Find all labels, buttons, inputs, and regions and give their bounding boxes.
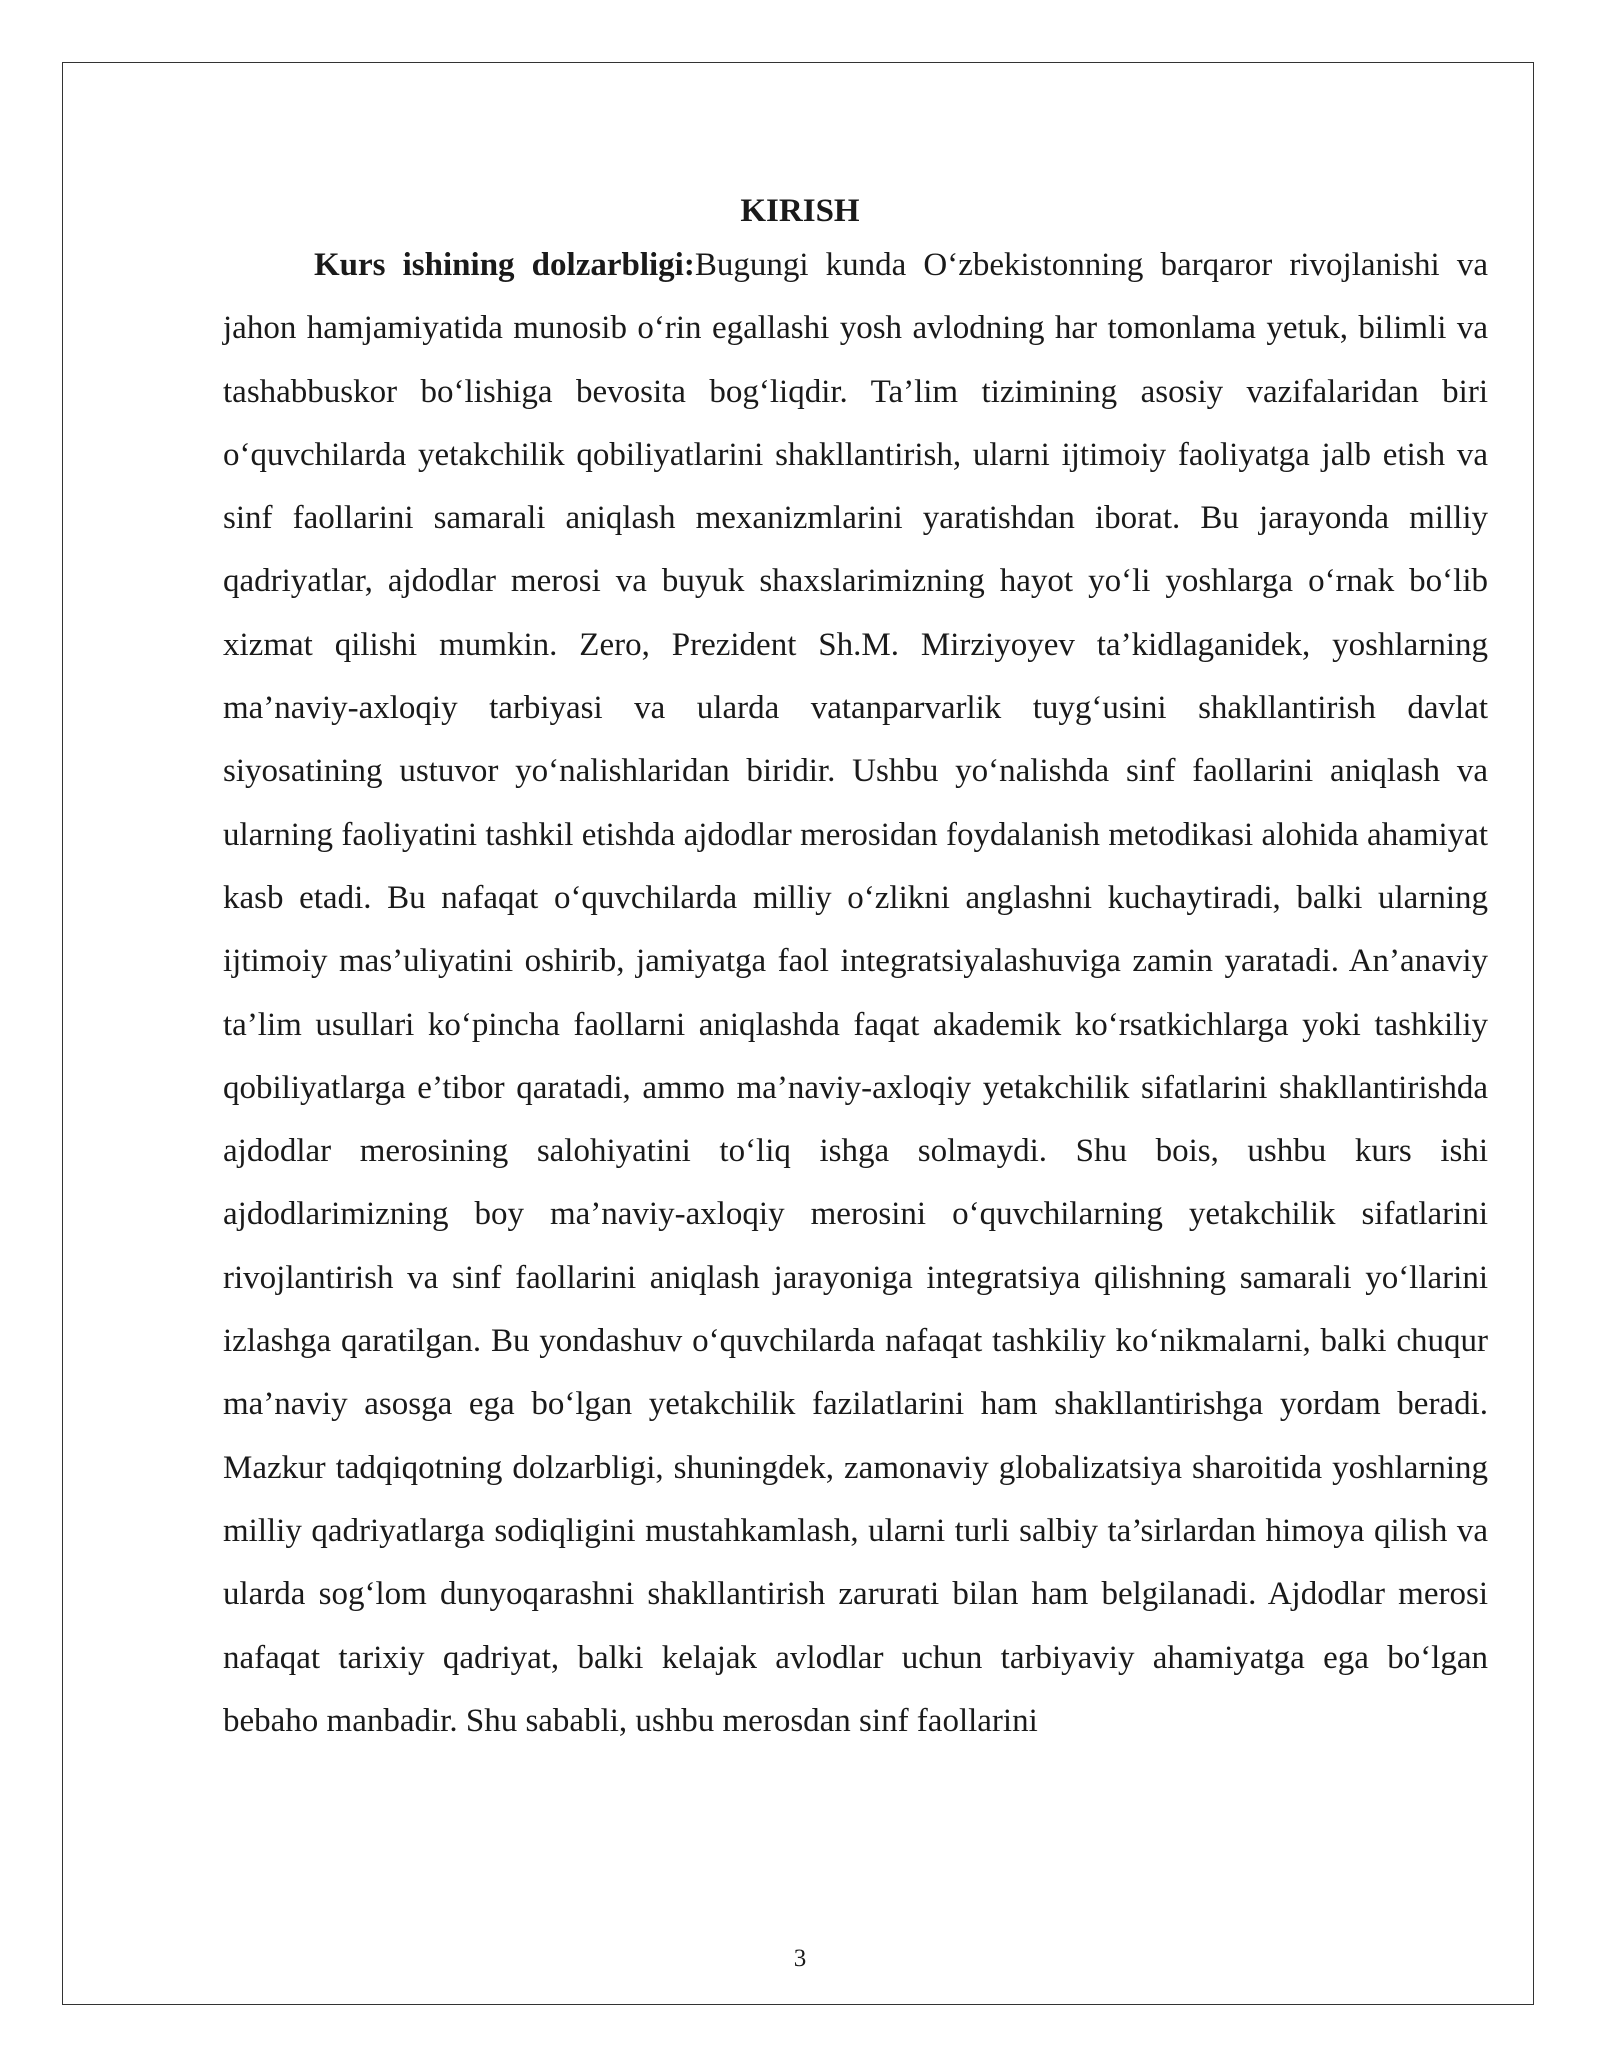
lead-label: Kurs ishining dolzarbligi: xyxy=(314,247,695,283)
page-number: 3 xyxy=(793,1945,807,1972)
section-heading: KIRISH xyxy=(740,193,860,229)
body-paragraph xyxy=(223,234,1488,1753)
paragraph-text: Bugungi kunda O‘zbekistonning barqaror rivojlanishi va jahon hamjamiyatida munosib o‘rin egallashi yosh avlodning har tomonlama yetuk, bilimli va tashabbuskor bo‘lishiga bevosita bog‘liqdir. Ta’lim tizimining asosiy vazifalaridan biri o‘quvchilarda yetakchilik qobiliyatlarini shakllantirish, ularni ijtimoiy faoliyatga jalb etish va sinf faollarini samarali aniqlash mexanizmlarini yaratishdan iborat. Bu jarayonda milliy qadriyatlar, ajdodlar merosi va buyuk shaxslarimizning hayot yo‘li yoshlarga o‘rnak bo‘lib xizmat qilishi mumkin. Zero, Prezident Sh.M. Mirziyoyev ta’kidlaganidek, yoshlarning ma’naviy-axloqiy tarbiyasi va ularda vatanparvarlik tuyg‘usini shakllantirish davlat siyosatining ustuvor yo‘nalishlaridan biridir. Ushbu yo‘nalishda sinf faollarini aniqlash va ularning faoliyatini tashkil etishda ajdodlar merosidan foydalanish metodikasi alohida ahamiyat kasb etadi. Bu nafaqat o‘quvchilarda milliy o‘zlikni anglashni kuchaytiradi, balki ularning ijtimoiy mas’uliyatini oshirib, jamiyatga faol integratsiyalashuviga zamin yaratadi. An’anaviy ta’lim usullari ko‘pincha faollarni aniqlashda faqat akademik ko‘rsatkichlarga yoki tashkiliy qobiliyatlarga e’tibor qaratadi, ammo ma’naviy-axloqiy yetakchilik sifatlarini shakllantirishda ajdodlar merosining salohiyatini to‘liq ishga solmaydi. Shu bois, ushbu kurs ishi ajdodlarimizning boy ma’naviy-axloqiy merosini o‘quvchilarning yetakchilik sifatlarini rivojlantirish va sinf faollarini aniqlash jarayoniga integratsiya qilishning samarali yo‘llarini izlashga qaratilgan. Bu yondashuv o‘quvchilarda nafaqat tashkiliy ko‘nikmalarni, balki chuqur ma’naviy asosga ega bo‘lgan yetakchilik fazilatlarini ham shakllantirishga yordam beradi. Mazkur tadqiqotning dolzarbligi, shuningdek, zamonaviy globalizatsiya sharoitida yoshlarning milliy qadriyatlarga sodiqligini mustahkamlash, ularni turli salbiy ta’sirlardan himoya qilish va ularda sog‘lom dunyoqarashni shakllantirish zarurati bilan ham belgilanadi. Ajdodlar merosi nafaqat tarixiy qadriyat, balki kelajak avlodlar uchun tarbiyaviy ahamiyatga ega bo‘lgan bebaho manbadir. Shu sababli, ushbu merosdan sinf faollarini xyxy=(223,247,1488,1739)
